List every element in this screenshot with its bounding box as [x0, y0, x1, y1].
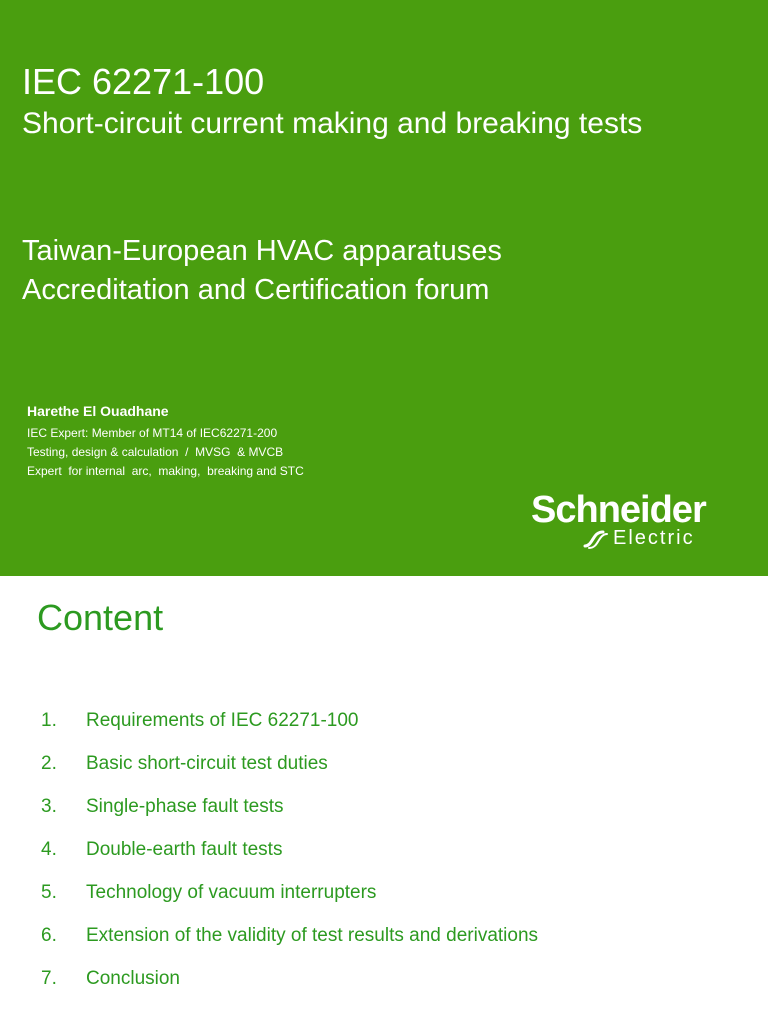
- table-of-contents: [41, 707, 538, 1008]
- toc-item-label: Basic short-circuit test duties: [86, 753, 328, 774]
- toc-item-number: 5.: [41, 882, 57, 903]
- toc-item: [41, 879, 538, 922]
- toc-item-label: Single-phase fault tests: [86, 796, 284, 817]
- toc-item-number: 1.: [41, 710, 57, 731]
- content-heading: Content: [37, 597, 164, 638]
- slide-subtitle: Short-circuit current making and breaking tests: [22, 107, 643, 140]
- author-credential-line: IEC Expert: Member of MT14 of IEC62271-200: [27, 426, 278, 440]
- logo-subtitle: Electric: [613, 527, 695, 549]
- slide-title: IEC 62271-100: [22, 61, 265, 102]
- toc-item-number: 3.: [41, 796, 57, 817]
- author-credentials: [27, 424, 304, 481]
- toc-item-number: 4.: [41, 839, 57, 860]
- toc-item: [41, 965, 538, 1008]
- toc-item-label: Double-earth fault tests: [86, 839, 283, 860]
- toc-item: [41, 750, 538, 793]
- toc-item: [41, 707, 538, 750]
- toc-item-label: Requirements of IEC 62271-100: [86, 710, 359, 731]
- toc-item: [41, 836, 538, 879]
- schneider-electric-logo: [531, 488, 736, 554]
- toc-item: [41, 793, 538, 836]
- forum-line: Accreditation and Certification forum: [22, 274, 490, 306]
- author-credential-line: Expert for internal arc, making, breaking and STC: [27, 464, 304, 478]
- content-slide: [0, 576, 768, 1024]
- author-credential-line: Testing, design & calculation / MVSG & MVCB: [27, 445, 284, 459]
- author-name: Harethe El Ouadhane: [27, 403, 169, 419]
- logo-wordmark: Schneider: [531, 489, 706, 531]
- forum-line: Taiwan-European HVAC apparatuses: [22, 235, 502, 267]
- forum-title: [22, 232, 502, 310]
- toc-item-label: Extension of the validity of test results and derivations: [86, 925, 539, 946]
- toc-item-number: 2.: [41, 753, 57, 774]
- toc-item: [41, 922, 538, 965]
- logo-mark-icon: [581, 528, 609, 550]
- toc-item-label: Technology of vacuum interrupters: [86, 882, 377, 903]
- toc-item-label: Conclusion: [86, 968, 180, 989]
- toc-item-number: 6.: [41, 925, 57, 946]
- toc-item-number: 7.: [41, 968, 57, 989]
